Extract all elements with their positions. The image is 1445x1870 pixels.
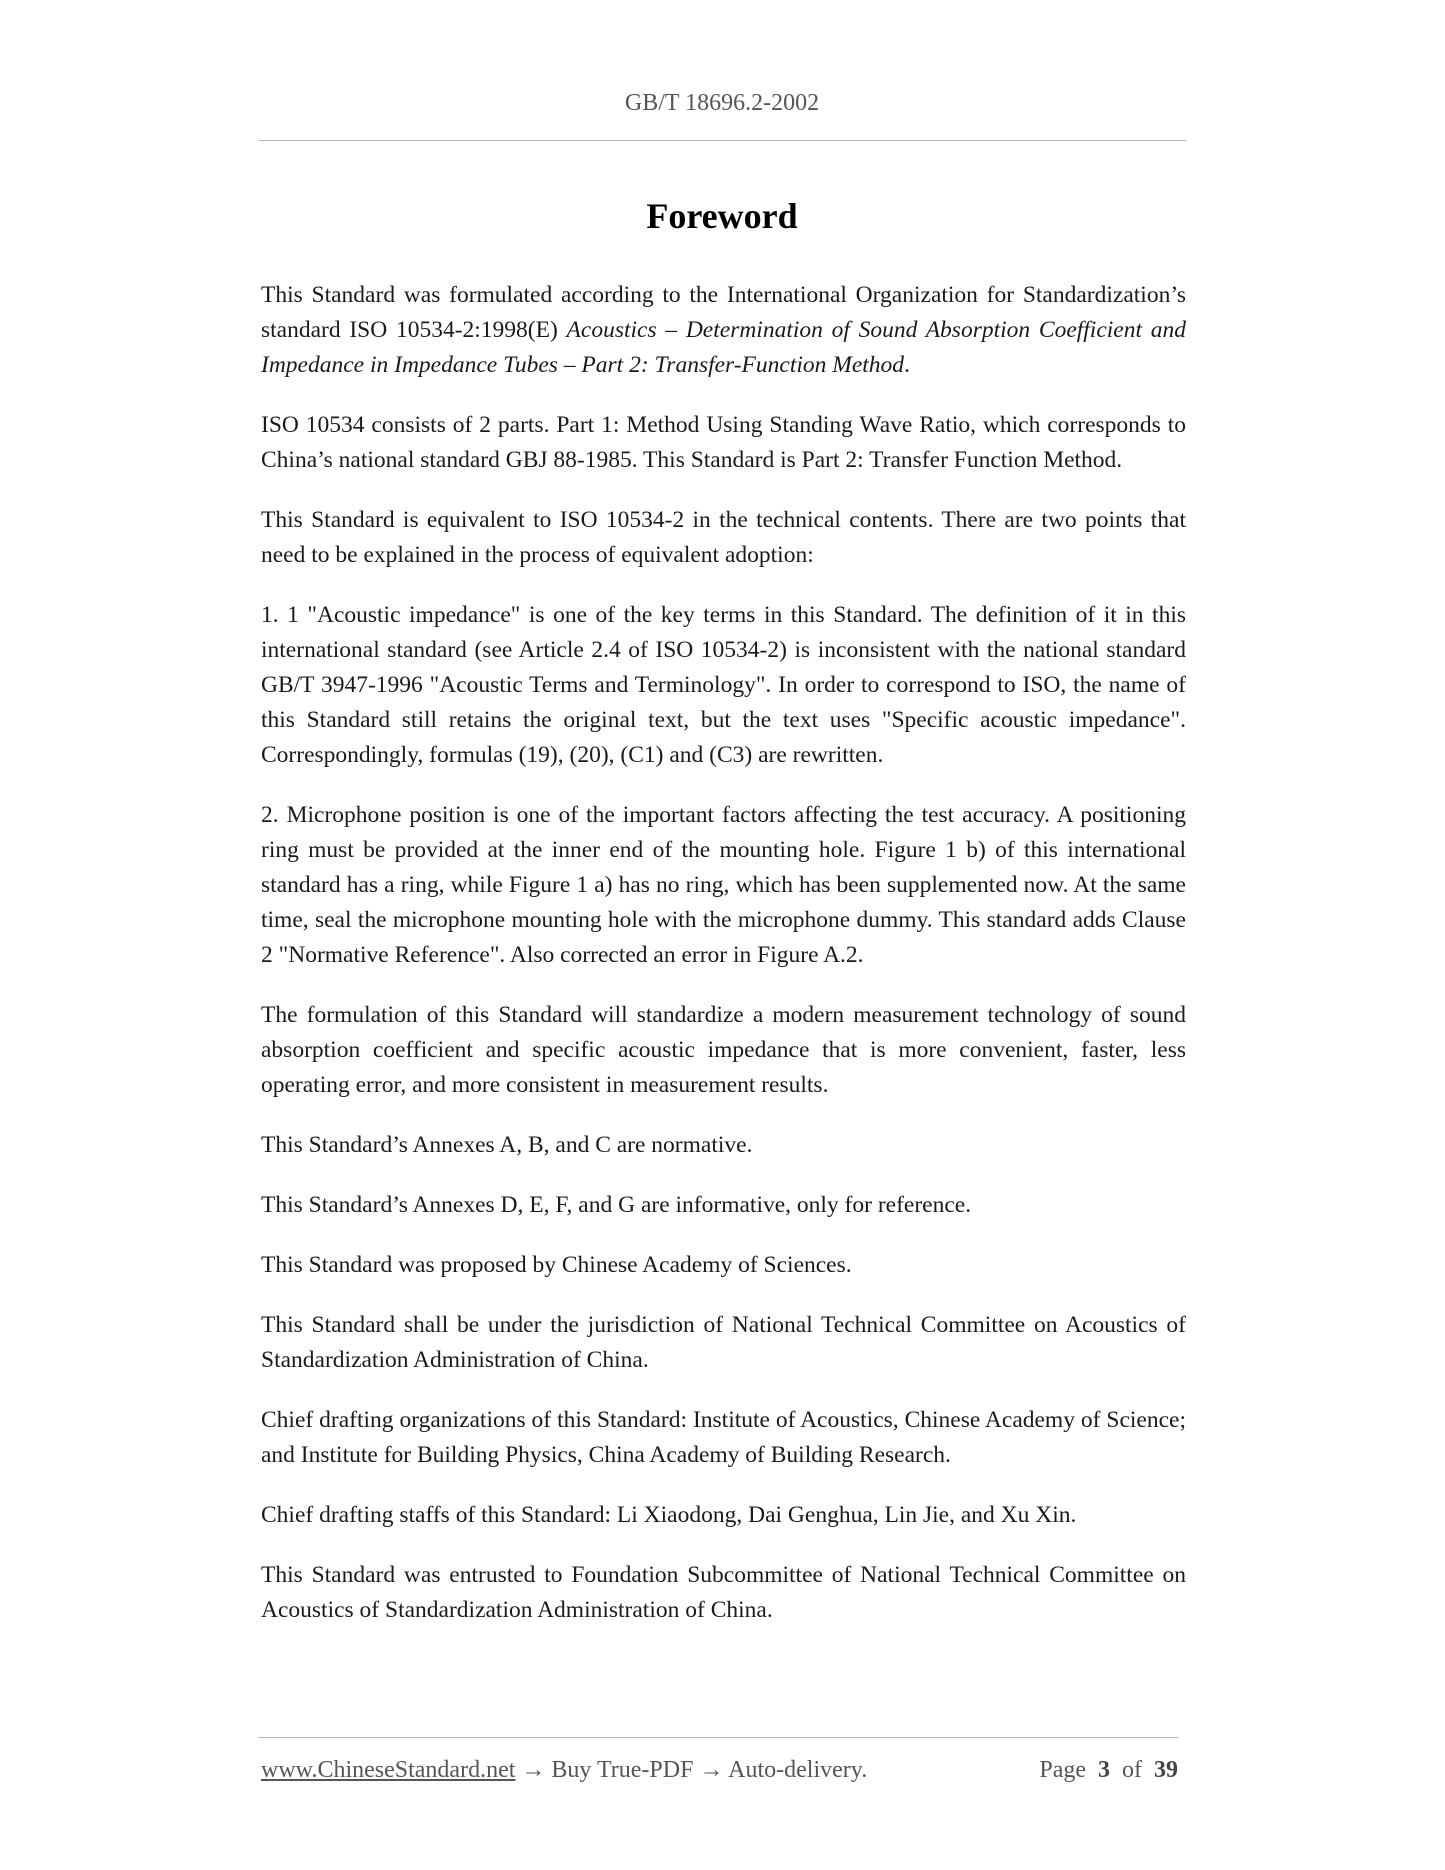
page-label: Page <box>1039 1757 1086 1783</box>
paragraph-text: This Standard was formulated according to the International Organization for Standardization’s standard ISO 10534-2:1998(E) <box>261 282 1186 343</box>
document-header-id: GB/T 18696.2-2002 <box>624 90 820 116</box>
referenced-standard-title: Acoustics – Determination of Sound Absorption Coefficient and Impedance in Impedance Tubes – Part 2: Transfer-Function Method <box>261 317 1186 378</box>
paragraph-significance: The formulation of this Standard will standardize a modern measurement technology of sound absorption coefficient and specific acoustic impedance that is more convenient, faster, less operating error, and more consistent in measurement results. <box>261 1002 1186 1098</box>
paragraph-jurisdiction: This Standard shall be under the jurisdiction of National Technical Committee on Acoustics of Standardization Administration of China. <box>261 1312 1186 1373</box>
paragraph-drafting-organizations: Chief drafting organizations of this Standard: Institute of Acoustics, Chinese Academy of Science; and Institute for Building Physics, China Academy of Building Research. <box>261 1407 1186 1468</box>
paragraph-drafting-staff: Chief drafting staffs of this Standard: Li Xiaodong, Dai Genghua, Lin Jie, and Xu Xin. <box>261 1502 1077 1528</box>
page-current: 3 <box>1098 1757 1110 1783</box>
footer-promo <box>261 1757 867 1784</box>
paragraph-text: . <box>904 352 910 378</box>
paragraph-equivalence: This Standard is equivalent to ISO 10534-2 in the technical contents. There are two points that need to be explained in the process of equivalent adoption: <box>261 507 1186 568</box>
paragraph-iso-parts: ISO 10534 consists of 2 parts. Part 1: Method Using Standing Wave Ratio, which corresponds to China’s national standard GBJ 88-1985. This Standard is Part 2: Transfer Function Method. <box>261 412 1186 473</box>
arrow-right-icon: → <box>521 1757 546 1783</box>
page-title: Foreword <box>646 196 798 236</box>
page-total: 39 <box>1154 1757 1178 1783</box>
page-of-label: of <box>1122 1757 1142 1783</box>
arrow-right-icon: → <box>699 1757 724 1783</box>
site-link[interactable]: www.ChineseStandard.net <box>261 1757 516 1783</box>
paragraph-entrusted: This Standard was entrusted to Foundation Subcommittee of National Technical Committee on Acoustics of Standardization Administration of China. <box>261 1562 1186 1623</box>
header-divider <box>258 140 1186 141</box>
auto-delivery-text: Auto-delivery. <box>728 1757 868 1783</box>
foreword-body <box>261 278 1186 1653</box>
buy-true-pdf-text: Buy True-PDF <box>551 1757 694 1783</box>
page-indicator <box>1039 1757 1178 1784</box>
paragraph-formulation-basis <box>261 278 1186 383</box>
paragraph-normative-annexes: This Standard’s Annexes A, B, and C are normative. <box>261 1132 753 1158</box>
footer-divider <box>258 1737 1178 1738</box>
paragraph-point-1: 1. 1 "Acoustic impedance" is one of the key terms in this Standard. The definition of it in this international standard (see Article 2.4 of ISO 10534-2) is inconsistent with the national standard GB/T 3947-1996 "Acoustic Terms and Terminology". In order to correspond to ISO, the name of this Standard still retains the original text, but the text uses "Specific acoustic impedance". Correspondingly, formulas (19), (20), (C1) and (C3) are rewritten. <box>261 602 1186 768</box>
paragraph-informative-annexes: This Standard’s Annexes D, E, F, and G are informative, only for reference. <box>261 1192 972 1218</box>
paragraph-proposer: This Standard was proposed by Chinese Academy of Sciences. <box>261 1252 852 1278</box>
paragraph-point-2: 2. Microphone position is one of the important factors affecting the test accuracy. A positioning ring must be provided at the inner end of the mounting hole. Figure 1 b) of this international standard has a ring, while Figure 1 a) has no ring, which has been supplemented now. At the same time, seal the microphone mounting hole with the microphone dummy. This standard adds Clause 2 "Normative Reference". Also corrected an error in Figure A.2. <box>261 802 1186 968</box>
